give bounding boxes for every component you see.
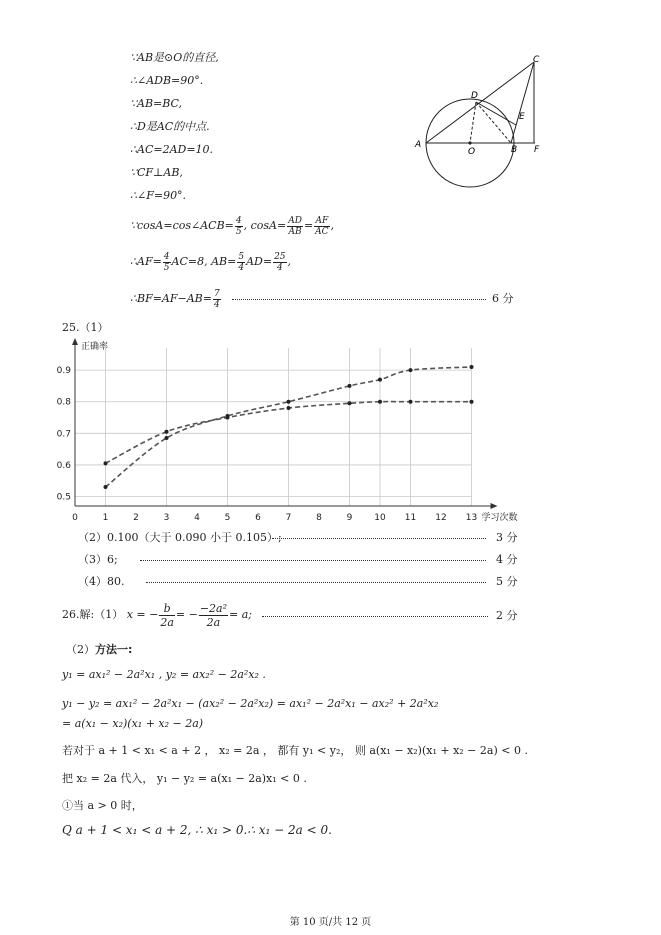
line-ac — [426, 62, 534, 143]
proof-line-4: ∴D是AC的中点. — [130, 120, 210, 133]
x-tick-label: 0 — [72, 513, 78, 523]
data-point-A — [378, 400, 382, 404]
q25-score-2: 3 分 — [496, 531, 518, 544]
data-point-A — [409, 400, 413, 404]
q26-score-1: 2 分 — [496, 609, 518, 622]
text: x = − — [126, 608, 159, 621]
numerator: 25 — [274, 251, 286, 262]
denominator: AB — [288, 226, 302, 237]
label-f: F — [534, 145, 540, 155]
fraction — [163, 252, 171, 273]
data-point-A — [104, 461, 108, 465]
chart-axes — [72, 338, 498, 509]
text: , — [330, 219, 335, 232]
q25-leader-3 — [140, 553, 486, 567]
q26-line-2: y₁ − y₂ = ax₁² − 2a²x₁ − (ax₂² − 2a²x₂) = ax₁² − 2a²x₁ − ax₂² + 2a²x₂ — [62, 697, 439, 710]
proof-line-6: ∵CF⊥AB, — [130, 166, 183, 179]
q26-line-5: 把 x₂ = 2a 代入， y₁ − y₂ = a(x₁ − 2a)x₁ < 0 . — [62, 772, 307, 785]
numerator: AD — [288, 215, 302, 226]
line-db — [476, 102, 511, 143]
label-a: A — [415, 140, 422, 150]
text: AD= — [246, 255, 273, 268]
q26-leader-1 — [262, 609, 488, 623]
data-point-A — [165, 430, 169, 434]
data-point-A — [470, 400, 474, 404]
y-tick-label: 0.6 — [56, 460, 71, 471]
data-point-B — [165, 436, 169, 440]
data-point-B — [348, 384, 352, 388]
fraction — [235, 216, 243, 237]
q26-line-4: 若对于 a + 1 < x₁ < a + 2 ， x₂ = 2a ， 都有 y₁ < y₂， 则 a(x₁ − x₂)(x₁ + x₂ − 2a) < 0 . — [62, 744, 528, 757]
x-tick-label: 12 — [435, 513, 447, 523]
proof-line-10 — [130, 285, 222, 313]
numerator: 4 — [235, 215, 242, 226]
label-c: C — [533, 55, 540, 65]
text: ∴BF=AF−AB= — [130, 292, 212, 305]
q25-leader-2 — [272, 531, 486, 545]
proof-line-2: ∴∠ADB=90°. — [130, 74, 204, 87]
data-point-B — [409, 368, 413, 372]
q25-answer-4: （4）80. — [78, 575, 125, 588]
x-axis-label: 学习次数 — [481, 513, 518, 523]
chart-grid — [75, 348, 472, 506]
fraction — [213, 289, 221, 310]
data-point-A — [287, 406, 291, 410]
y-tick-label: 0.7 — [56, 429, 71, 440]
x-tick-label: 11 — [404, 513, 417, 523]
proof-line-3: ∵AB=BC, — [130, 97, 183, 110]
fraction — [314, 216, 329, 237]
line-cb — [511, 62, 534, 143]
x-tick-label: 7 — [285, 513, 292, 523]
numerator: AF — [315, 215, 329, 226]
q26-line-7: Q a + 1 < x₁ < a + 2, ∴ x₁ > 0.∴ x₁ − 2a < 0. — [62, 823, 332, 837]
q25-leader-4 — [146, 575, 486, 589]
data-point-A — [348, 401, 352, 405]
text: , cosA= — [243, 219, 287, 232]
x-tick-label: 3 — [163, 513, 170, 523]
proof-line-8 — [130, 212, 334, 240]
y-tick-label: 0.5 — [56, 492, 71, 503]
q26-line-1: y₁ = ax₁² − 2a²x₁ , y₂ = ax₂² − 2a²x₂ . — [62, 668, 266, 681]
fraction — [287, 216, 303, 237]
x-tick-label: 5 — [224, 513, 231, 523]
text: = a; — [229, 608, 253, 621]
q25-score-3: 4 分 — [496, 553, 518, 566]
q25-score-4: 5 分 — [496, 575, 518, 588]
label-o: O — [468, 147, 476, 157]
text: , — [287, 255, 292, 268]
label-b: B — [511, 145, 518, 155]
x-tick-label: 4 — [194, 513, 200, 523]
method-title: 方法一: — [95, 643, 133, 656]
denominator: AC — [315, 226, 329, 237]
denominator: 5 — [235, 226, 242, 237]
dotted-leader — [146, 582, 486, 583]
numerator: 4 — [163, 251, 170, 262]
x-axis-arrow — [491, 503, 498, 509]
denominator: 4 — [213, 299, 220, 310]
line-de — [476, 102, 516, 125]
data-point-B — [470, 365, 474, 369]
q26-eq1 — [62, 598, 252, 632]
dotted-leader — [262, 616, 488, 617]
proof-line-7: ∴∠F=90°. — [130, 189, 187, 202]
numerator: b — [159, 602, 175, 616]
proof-line-1: ∵AB是⊙O的直径, — [130, 51, 219, 64]
proof-score: 6 分 — [492, 292, 514, 305]
denominator: 4 — [238, 262, 245, 273]
geometry-figure — [410, 48, 560, 190]
point-o — [468, 141, 471, 144]
label-d: D — [471, 91, 478, 101]
text: = − — [175, 608, 198, 621]
proof-line-9 — [130, 248, 291, 276]
fraction — [237, 252, 245, 273]
x-tick-label: 6 — [255, 513, 261, 523]
fraction — [199, 602, 228, 629]
text: = — [303, 219, 314, 232]
numerator: −2a² — [199, 601, 228, 615]
numerator: 7 — [213, 288, 220, 299]
text: AC=8, AB= — [171, 255, 237, 268]
y-axis-arrow — [72, 338, 78, 345]
fraction — [273, 252, 286, 273]
data-point-B — [104, 485, 108, 489]
proof-leader — [232, 292, 486, 306]
y-tick-label: 0.8 — [56, 397, 71, 408]
text: ∵cosA=cos∠ACB= — [130, 219, 234, 232]
x-tick-label: 9 — [346, 513, 353, 523]
numerator: 5 — [238, 251, 245, 262]
label-e: E — [519, 112, 525, 122]
x-tick-label: 10 — [374, 513, 386, 523]
denominator: 2a — [206, 615, 221, 629]
q25-answer-3: （3）6; — [78, 553, 118, 566]
q26-method-head — [66, 643, 132, 657]
fraction — [159, 602, 175, 629]
text: ∴AF= — [130, 255, 162, 268]
denominator: 2a — [160, 615, 174, 629]
page-footer: 第 10 页/共 12 页 — [289, 917, 372, 928]
dotted-leader — [272, 538, 486, 539]
data-point-B — [287, 400, 291, 404]
accuracy-chart — [55, 338, 535, 528]
denominator: 4 — [276, 262, 283, 273]
denominator: 5 — [163, 262, 170, 273]
dotted-leader — [232, 299, 486, 300]
x-tick-label: 1 — [102, 513, 109, 523]
q25-head: 25.（1） — [62, 321, 109, 334]
text: 26.解:（1） — [62, 608, 124, 621]
q26-line-3: = a(x₁ − x₂)(x₁ + x₂ − 2a) — [62, 717, 204, 730]
text: （2） — [66, 643, 95, 656]
q26-line-6: ①当 a > 0 时， — [62, 799, 143, 812]
x-tick-label: 2 — [133, 513, 139, 523]
y-tick-label: 0.9 — [56, 366, 71, 377]
dotted-leader — [140, 560, 486, 561]
data-point-B — [226, 414, 230, 418]
y-axis-label: 正确率 — [81, 342, 109, 352]
x-tick-label: 13 — [465, 513, 478, 523]
data-point-B — [378, 378, 382, 382]
proof-line-5: ∴AC=2AD=10. — [130, 143, 214, 156]
q25-answer-2: （2）0.100（大于 0.090 小于 0.105）; — [78, 531, 282, 544]
x-tick-label: 8 — [316, 513, 322, 523]
